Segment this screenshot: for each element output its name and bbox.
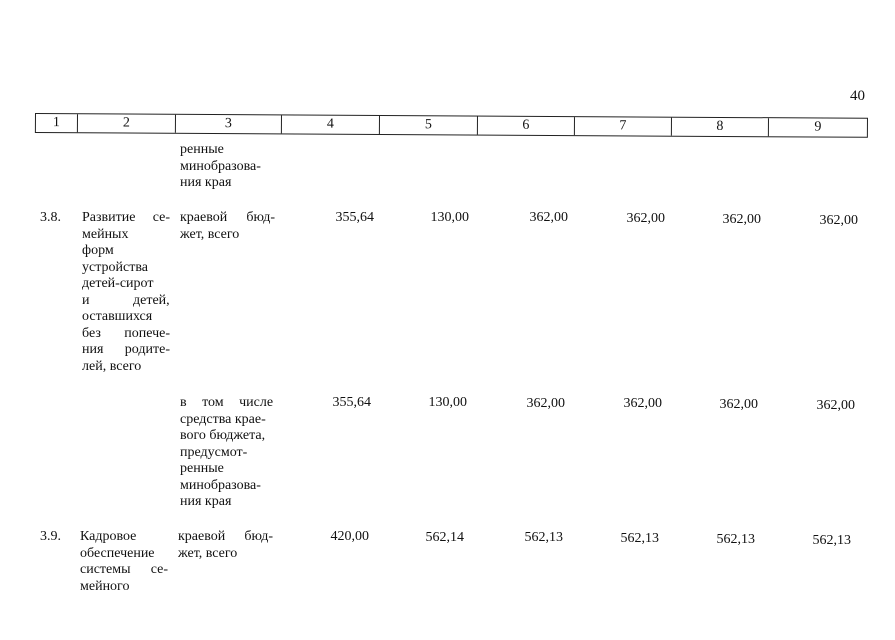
text-line: ния края <box>180 494 232 509</box>
header-col-1: 1 <box>36 114 78 132</box>
header-col-4: 4 <box>282 115 380 134</box>
row-3-9-name <box>80 529 168 595</box>
text-line: минобразова- <box>180 477 261 493</box>
text-line: минобразова- <box>180 158 261 174</box>
row-3-8-sub-col-5: 130,00 <box>428 395 467 410</box>
row-3-9-source <box>178 529 273 562</box>
text-line: системы се- <box>80 562 168 577</box>
row-3-8-source <box>180 210 275 243</box>
row-3-9-col-9: 562,13 <box>812 533 851 548</box>
row-3-8-col-6: 362,00 <box>529 210 568 225</box>
row-3-8-sub-col-7: 362,00 <box>623 396 662 411</box>
row-3-9-col-8: 562,13 <box>716 532 755 547</box>
row-3-9-number: 3.9. <box>40 529 61 544</box>
row-3-8-col-7: 362,00 <box>626 211 665 226</box>
text-line: предусмот- <box>180 444 248 460</box>
text-line: вого бюджета, <box>180 428 266 443</box>
text-line: оставшихся <box>82 309 153 324</box>
row-3-8-sub-col-8: 362,00 <box>719 397 758 412</box>
table-header-row <box>35 113 868 138</box>
text-line: краевой бюд- <box>178 529 273 544</box>
row-3-8-sub-col-9: 362,00 <box>816 398 855 413</box>
row-3-8-col-5: 130,00 <box>430 210 469 225</box>
text-line: ния родите- <box>82 342 170 357</box>
header-col-8: 8 <box>672 118 769 137</box>
header-col-3: 3 <box>176 115 282 134</box>
row-3-9-col-4: 420,00 <box>330 529 369 544</box>
text-line: краевой бюд- <box>180 210 275 225</box>
header-col-6: 6 <box>478 117 575 136</box>
text-line: ренные <box>180 142 224 157</box>
text-line: устройства <box>82 259 148 275</box>
text-line: лей, всего <box>82 358 142 374</box>
text-line: мейного <box>80 578 130 594</box>
row-3-8-sub-col-6: 362,00 <box>526 396 565 411</box>
row-3-8-col-9: 362,00 <box>819 213 858 228</box>
text-line: обеспечение <box>80 545 155 561</box>
text-line: Кадровое <box>80 529 137 544</box>
continuation-source-cell <box>180 142 275 192</box>
row-3-8-number: 3.8. <box>40 210 61 225</box>
text-line: форм <box>82 243 114 258</box>
text-line: ния края <box>180 175 232 190</box>
text-line: жет, всего <box>178 545 238 561</box>
text-line: жет, всего <box>180 226 240 242</box>
header-col-5: 5 <box>380 116 478 135</box>
row-3-9-col-6: 562,13 <box>524 530 563 545</box>
text-line: и детей, <box>82 292 170 308</box>
text-line: ренные <box>180 461 224 476</box>
row-3-9-col-7: 562,13 <box>620 531 659 546</box>
text-line: детей-сирот <box>82 276 154 291</box>
header-col-9: 9 <box>814 119 822 135</box>
row-3-8-name <box>82 210 170 375</box>
header-col-2: 2 <box>78 114 176 133</box>
row-3-9-col-5: 562,14 <box>425 530 464 545</box>
header-col-7: 7 <box>575 117 672 136</box>
text-line: средства крае- <box>180 411 266 427</box>
page-number: 40 <box>850 88 865 104</box>
row-3-8-sub-col-4: 355,64 <box>332 395 371 410</box>
text-line: мейных <box>82 226 129 242</box>
row-3-8-col-4: 355,64 <box>335 210 374 225</box>
text-line: без попече- <box>82 325 170 341</box>
text-line: Развитие се- <box>82 210 170 225</box>
row-3-8-col-8: 362,00 <box>722 212 761 227</box>
text-line: в том числе <box>180 395 274 410</box>
row-3-8-sub-source <box>180 395 275 511</box>
